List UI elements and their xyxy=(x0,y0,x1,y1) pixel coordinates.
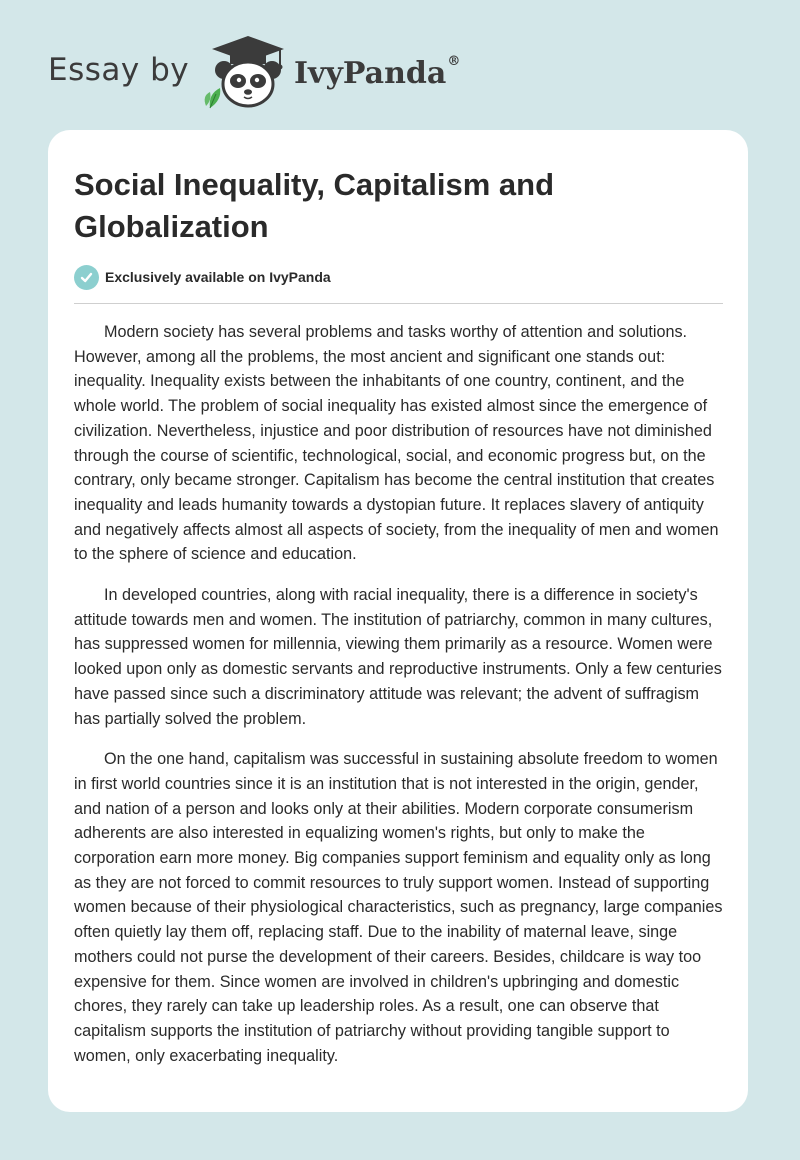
exclusive-badge xyxy=(74,264,331,290)
site-header xyxy=(48,30,648,110)
exclusive-badge-text: Exclusively available on IvyPanda xyxy=(105,269,331,285)
paragraph-3: On the one hand, capitalism was successful in sustaining absolute freedom to women in first world countries since it is an institution that is not interested in the origin, gender, and nation of a person and looks only at their abilities. Modern corporate consumerism adherents are also interested in equalizing women's rights, but only to make the corporation earn more money. Big companies support feminism and equality only as long as they are not forced to commit resources to truly support women. Instead of supporting women because of their physiological characteristics, such as pregnancy, large companies often quietly lay them off, replacing staff. Due to the inability of maternal leave, singe mothers could not purse the development of their careers. Besides, childcare is way too expensive for them. Since women are involved in children's upbringing and domestic chores, they rarely can take up leadership roles. As a result, one can observe that capitalism supports the institution of patriarchy without providing tangible support to women, only exacerbating inequality. xyxy=(74,750,723,1065)
essay-body xyxy=(74,320,724,1084)
panda-graduate-logo-icon[interactable] xyxy=(200,34,296,110)
paragraph-1: Modern society has several problems and tasks worthy of attention and solutions. However, among all the problems, the most ancient and significant one stands out: inequality. Inequality exists between the inhabitants of one country, continent, and the whole world. The problem of social inequality has existed almost since the emergence of civilization. Nevertheless, injustice and poor distribution of resources have not diminished through the course of scientific, technological, social, and economic progress but, on the contrary, only became stronger. Capitalism has become the central institution that creates inequality and leads humanity towards a dystopian future. It replaces slavery of antiquity and negatively affects almost all aspects of society, from the inequality of men and women to the sphere of science and education. xyxy=(74,323,719,564)
essay-by-label: Essay by xyxy=(48,52,190,88)
brand-name[interactable]: IvyPanda® xyxy=(294,54,461,91)
registered-mark: ® xyxy=(447,54,461,69)
essay-card xyxy=(48,130,748,1112)
essay-title: Social Inequality, Capitalism and Globalization xyxy=(74,167,555,244)
divider xyxy=(74,303,723,304)
check-circle-icon xyxy=(74,265,99,290)
paragraph-2: In developed countries, along with racial inequality, there is a difference in society's attitude towards men and women. The institution of patriarchy, common in many cultures, has suppressed women for millennia, viewing them primarily as a resource. Women were looked upon only as domestic servants and reproductive instruments. Only a few centuries have passed since such a discriminatory attitude was relevant; the advent of suffragism has partially solved the problem. xyxy=(74,586,722,728)
